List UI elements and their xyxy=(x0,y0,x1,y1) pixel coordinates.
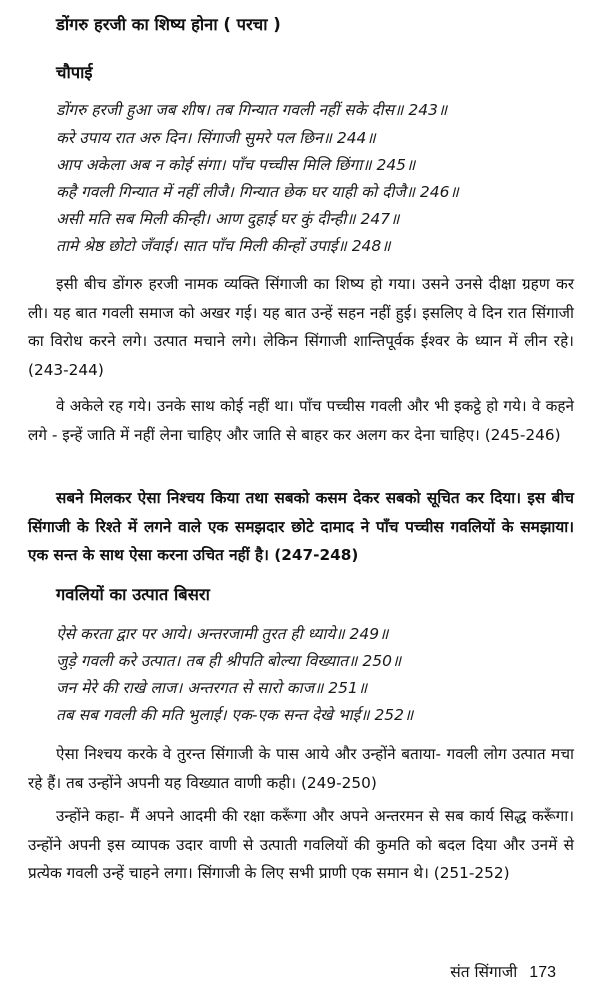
paragraph-247-248: सबने मिलकर ऐसा निश्चय किया तथा सबको कसम देकर सबको सूचित कर दिया। इस बीच सिंगाजी के रिश्ते में लगने वाले एक समझदार छोटे दामाद ने पाँच पच्चीस गवलियों के समझाया। एक सन्त के साथ ऐसा करना उचित नहीं है। (247-248) xyxy=(28,489,574,564)
verse-248: तामे श्रेष्ठ छोटो जँवाई। सात पाँच मिली कीन्हों उपाई॥ 248॥ xyxy=(56,237,391,255)
verse-251: जन मेरे की राखे लाज। अन्तरगत से सारो काज॥ 251॥ xyxy=(56,679,368,697)
page-footer xyxy=(450,960,556,982)
footer-book-title: संत सिंगाजी xyxy=(450,963,518,981)
verse-243: डोंगरु हरजी हुआ जब शीष। तब गिन्यात गवली नहीं सके दीस॥ 243॥ xyxy=(56,101,448,119)
chaupai-label: चौपाई xyxy=(56,63,93,82)
verse-244: करे उपाय रात अरु दिन। सिंगाजी सुमरे पल छिन॥ 244॥ xyxy=(56,129,376,147)
section-title-1: डोंगरु हरजी का शिष्य होना ( परचा ) xyxy=(56,15,281,34)
verse-249: ऐसे करता द्वार पर आये। अन्तरजामी तुरत ही ध्याये॥ 249॥ xyxy=(56,625,389,643)
section-title-2: गवलियों का उत्पात बिसरा xyxy=(56,585,210,604)
paragraph-249-250: ऐसा निश्चय करके वे तुरन्त सिंगाजी के पास आये और उन्होंने बताया- गवली लोग उत्पात मचा रहे हैं। तब उन्होंने अपनी यह विख्यात वाणी कही। (249-250) xyxy=(28,745,574,792)
verse-245: आप अकेला अब न कोई संगा। पाँच पच्चीस मिलि छिंगा॥ 245॥ xyxy=(56,156,416,174)
paragraph-243-244: इसी बीच डोंगरु हरजी नामक व्यक्ति सिंगाजी का शिष्य हो गया। उसने उनसे दीक्षा ग्रहण कर ली। यह बात गवली समाज को अखर गई। यह बात उन्हें सहन नहीं हुई। इसलिए वे दिन रात सिंगाजी का विरोध करने लगे। उत्पात मचाने लगे। लेकिन सिंगाजी शान्तिपूर्वक ईश्वर के ध्यान में लीन रहे। (243-244) xyxy=(28,275,574,379)
verse-247: असी मति सब मिली कीन्ही। आण दुहाई घर कुं दीन्ही॥ 247॥ xyxy=(56,210,400,228)
verse-252: तब सब गवली की मति भुलाई। एक-एक सन्त देखे भाई॥ 252॥ xyxy=(56,706,414,724)
verse-246: कहै गवली गिन्यात में नहीं लीजै। गिन्यात छेक घर याही को दीजै॥ 246॥ xyxy=(56,183,459,201)
paragraph-251-252: उन्होंने कहा- मैं अपने आदमी की रक्षा करूँगा और अपने अन्तरमन से सब कार्य सिद्ध करूँगा। उन्होंने अपनी इस व्यापक उदार वाणी से उत्पाती गवलियों की कुमति को बदल दिया और उनमें से प्रत्येक गवली उन्हें चाहने लगा। सिंगाजी के लिए सभी प्राणी एक समान थे। (251-252) xyxy=(28,807,574,882)
verse-250: जुड़े गवली करे उत्पात। तब ही श्रीपति बोल्या विख्यात॥ 250॥ xyxy=(56,652,402,670)
page-number: 173 xyxy=(529,964,556,981)
paragraph-245-246: वे अकेले रह गये। उनके साथ कोई नहीं था। पाँच पच्चीस गवली और भी इकट्ठे हो गये। वे कहने लगे - इन्हें जाति में नहीं लेना चाहिए और जाति से बाहर कर अलग कर देना चाहिए। (245-246) xyxy=(28,397,574,444)
